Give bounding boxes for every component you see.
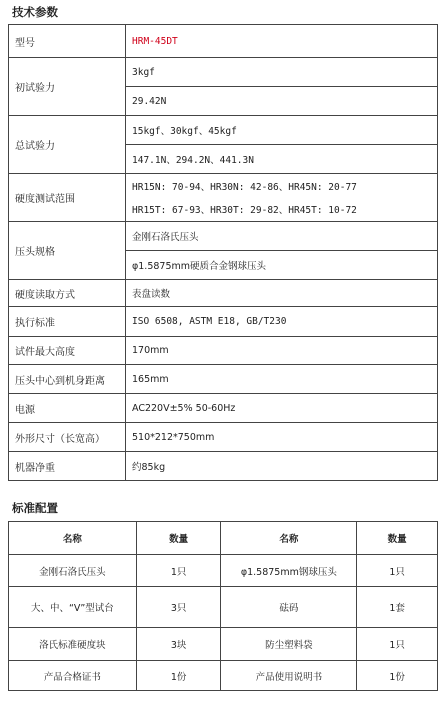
item-name: 产品合格证书 [9, 661, 137, 691]
table-row [9, 25, 438, 58]
section-title-config: 标准配置 [12, 501, 58, 515]
column-header: 数量 [357, 522, 438, 555]
column-header: 数量 [136, 522, 221, 555]
item-qty: 1只 [357, 555, 438, 587]
table-header-row [9, 522, 438, 555]
spec-label: 试件最大高度 [9, 337, 126, 365]
item-name: 产品使用说明书 [221, 661, 357, 691]
column-header: 名称 [221, 522, 357, 555]
spec-value: HRM-45DT [126, 25, 438, 58]
table-row [9, 174, 438, 198]
spec-value: φ1.5875mm硬质合金钢球压头 [126, 251, 438, 280]
table-row [9, 280, 438, 307]
item-qty: 3只 [136, 587, 221, 628]
item-name: 大、中、“V”型试台 [9, 587, 137, 628]
table-row [9, 222, 438, 251]
item-name: 金刚石洛氏压头 [9, 555, 137, 587]
spec-label: 硬度测试范围 [9, 174, 126, 222]
table-row [9, 337, 438, 365]
item-qty: 1只 [136, 555, 221, 587]
spec-label: 电源 [9, 394, 126, 423]
item-qty: 1套 [357, 587, 438, 628]
table-row [9, 365, 438, 394]
item-name: 砝码 [221, 587, 357, 628]
spec-value: 147.1N、294.2N、441.3N [126, 145, 438, 174]
spec-value: HR15T: 67-93、HR30T: 29-82、HR45T: 10-72 [126, 198, 438, 222]
spec-value: 29.42N [126, 87, 438, 116]
item-name: 防尘塑料袋 [221, 628, 357, 661]
spec-value: 165mm [126, 365, 438, 394]
table-row [9, 307, 438, 337]
item-qty: 1份 [136, 661, 221, 691]
spec-value: HR15N: 70-94、HR30N: 42-86、HR45N: 20-77 [126, 174, 438, 198]
spec-label: 压头中心到机身距离 [9, 365, 126, 394]
spec-value: 170mm [126, 337, 438, 365]
spec-label: 硬度读取方式 [9, 280, 126, 307]
column-header: 名称 [9, 522, 137, 555]
spec-value: 3kgf [126, 58, 438, 87]
spec-value: 15kgf、30kgf、45kgf [126, 116, 438, 145]
spec-value: ISO 6508, ASTM E18, GB/T230 [126, 307, 438, 337]
table-row [9, 661, 438, 691]
item-qty: 1只 [357, 628, 438, 661]
item-name: 洛氏标准硬度块 [9, 628, 137, 661]
spec-label: 初试验力 [9, 58, 126, 116]
spec-value: 约85kg [126, 452, 438, 481]
spec-label: 型号 [9, 25, 126, 58]
spec-label: 执行标准 [9, 307, 126, 337]
table-row [9, 423, 438, 452]
table-row [9, 116, 438, 145]
item-qty: 3块 [136, 628, 221, 661]
table-row [9, 58, 438, 87]
table-row [9, 452, 438, 481]
table-row [9, 628, 438, 661]
section-title-specs: 技术参数 [12, 5, 58, 19]
spec-label: 总试验力 [9, 116, 126, 174]
spec-label: 压头规格 [9, 222, 126, 280]
spec-label: 外形尺寸（长宽高） [9, 423, 126, 452]
spec-table [8, 24, 438, 481]
item-name: φ1.5875mm钢球压头 [221, 555, 357, 587]
item-qty: 1份 [357, 661, 438, 691]
spec-label: 机器净重 [9, 452, 126, 481]
table-row [9, 555, 438, 587]
spec-value: 510*212*750mm [126, 423, 438, 452]
spec-value: AC220V±5% 50-60Hz [126, 394, 438, 423]
table-row [9, 394, 438, 423]
spec-value: 金刚石洛氏压头 [126, 222, 438, 251]
table-row [9, 587, 438, 628]
config-table [8, 521, 438, 691]
spec-value: 表盘读数 [126, 280, 438, 307]
